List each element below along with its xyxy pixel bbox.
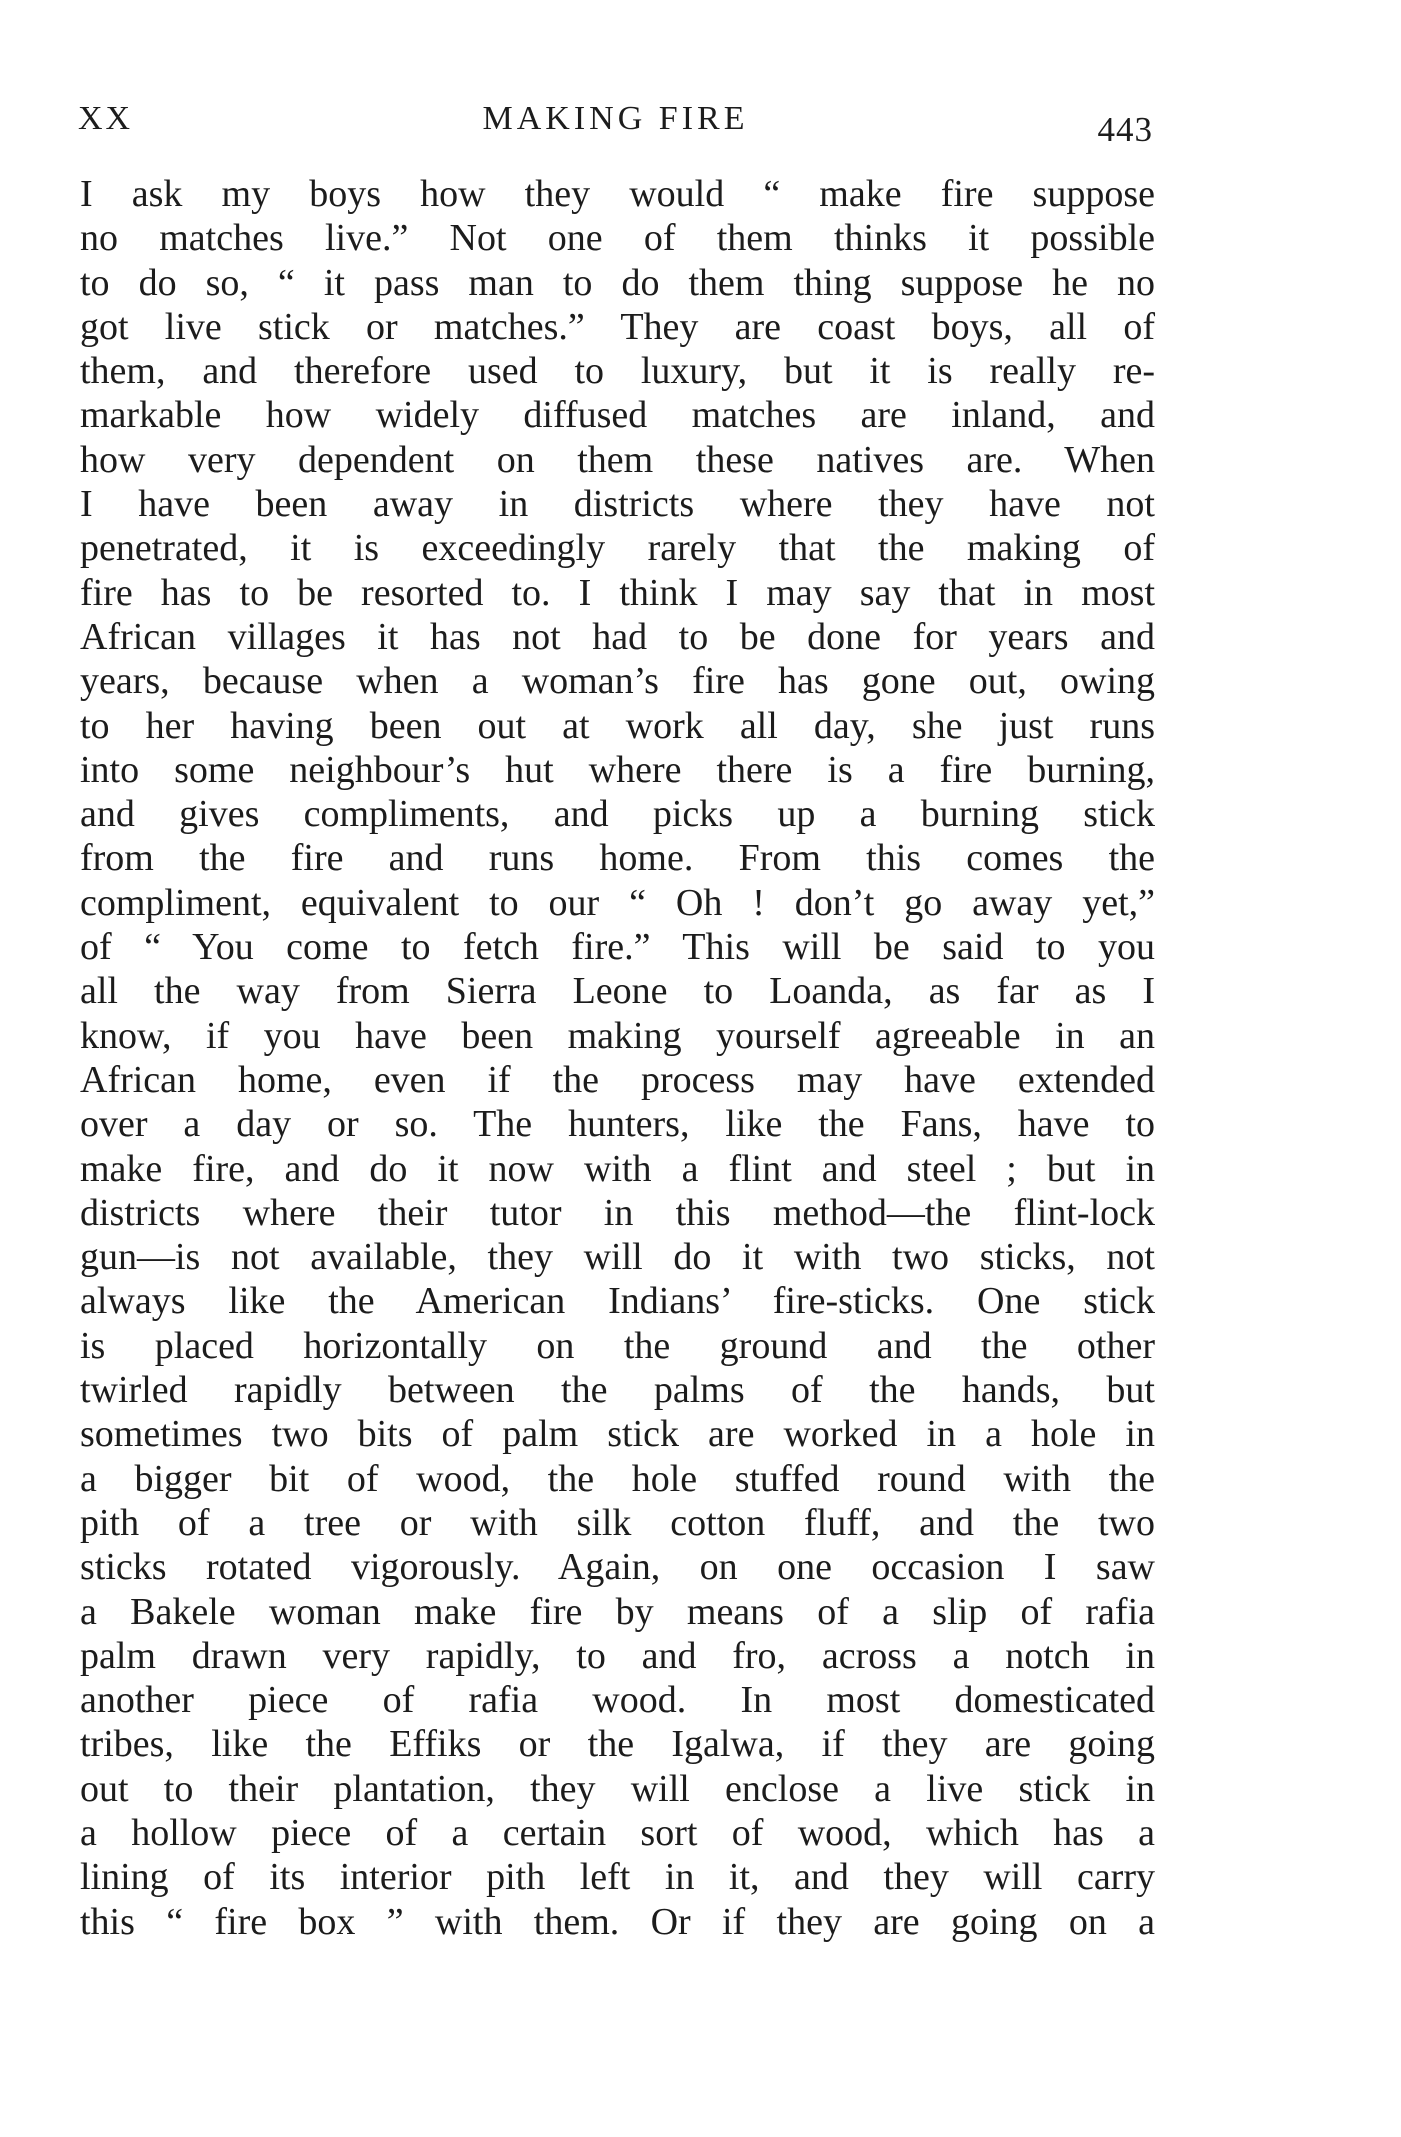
text-line: them, and therefore used to luxury, but it is really re-: [80, 350, 1155, 393]
text-line: African villages it has not had to be done for years and: [80, 615, 1155, 658]
text-line: sticks rotated vigorously. Again, on one occasion I saw: [80, 1546, 1155, 1589]
text-line: of “ You come to fetch fire.” This will be said to you: [80, 926, 1155, 969]
text-line: got live stick or matches.” They are coast boys, all of: [80, 305, 1155, 348]
text-line: how very dependent on them these natives are. When: [80, 438, 1155, 481]
chapter-number: XX: [78, 100, 134, 137]
text-line: I ask my boys how they would “ make fire suppose: [80, 173, 1155, 215]
page-number: 443: [1097, 110, 1153, 149]
text-line: to her having been out at work all day, she just runs: [80, 704, 1155, 747]
text-line: I have been away in districts where they have not: [80, 483, 1155, 526]
text-line: into some neighbour’s hut where there is a fire burning,: [80, 748, 1155, 791]
running-header: [78, 100, 1153, 160]
text-line: make fire, and do it now with a flint and steel ; but in: [80, 1147, 1155, 1190]
text-line: know, if you have been making yourself agreeable in an: [80, 1014, 1155, 1057]
text-line: from the fire and runs home. From this comes the: [80, 837, 1155, 880]
body-paragraph: [80, 172, 1155, 1944]
text-line: compliment, equivalent to our “ Oh ! don’t go away yet,”: [80, 881, 1155, 924]
running-title: MAKING FIRE: [482, 100, 749, 137]
text-line: to do so, “ it pass man to do them thing suppose he no: [80, 261, 1155, 304]
text-line: penetrated, it is exceedingly rarely that the making of: [80, 527, 1155, 570]
text-line: twirled rapidly between the palms of the hands, but: [80, 1369, 1155, 1412]
text-line: tribes, like the Effiks or the Igalwa, if they are going: [80, 1723, 1155, 1766]
text-line: all the way from Sierra Leone to Loanda, as far as I: [80, 970, 1155, 1013]
text-line: districts where their tutor in this method—the flint-lock: [80, 1191, 1155, 1234]
text-line: a Bakele woman make fire by means of a slip of rafia: [80, 1590, 1155, 1633]
text-line: gun—is not available, they will do it with two sticks, not: [80, 1236, 1155, 1279]
text-line: lining of its interior pith left in it, and they will carry: [80, 1856, 1155, 1899]
text-line: over a day or so. The hunters, like the Fans, have to: [80, 1103, 1155, 1146]
text-line: fire has to be resorted to. I think I may say that in most: [80, 571, 1155, 614]
text-line: always like the American Indians’ fire-sticks. One stick: [80, 1280, 1155, 1323]
text-line: no matches live.” Not one of them thinks it possible: [80, 217, 1155, 260]
text-line: a bigger bit of wood, the hole stuffed round with the: [80, 1457, 1155, 1500]
text-line: African home, even if the process may have extended: [80, 1058, 1155, 1101]
text-line: palm drawn very rapidly, to and fro, across a notch in: [80, 1634, 1155, 1677]
text-line: out to their plantation, they will enclose a live stick in: [80, 1767, 1155, 1810]
text-line: sometimes two bits of palm stick are worked in a hole in: [80, 1413, 1155, 1456]
text-line: pith of a tree or with silk cotton fluff, and the two: [80, 1501, 1155, 1544]
text-line: years, because when a woman’s fire has gone out, owing: [80, 660, 1155, 703]
text-line: is placed horizontally on the ground and the other: [80, 1324, 1155, 1367]
text-line: another piece of rafia wood. In most domesticated: [80, 1679, 1155, 1722]
text-line: this “ fire box ” with them. Or if they are going on a: [80, 1900, 1155, 1943]
text-line: markable how widely diffused matches are inland, and: [80, 394, 1155, 437]
text-line: and gives compliments, and picks up a burning stick: [80, 793, 1155, 836]
text-line: a hollow piece of a certain sort of wood, which has a: [80, 1811, 1155, 1854]
